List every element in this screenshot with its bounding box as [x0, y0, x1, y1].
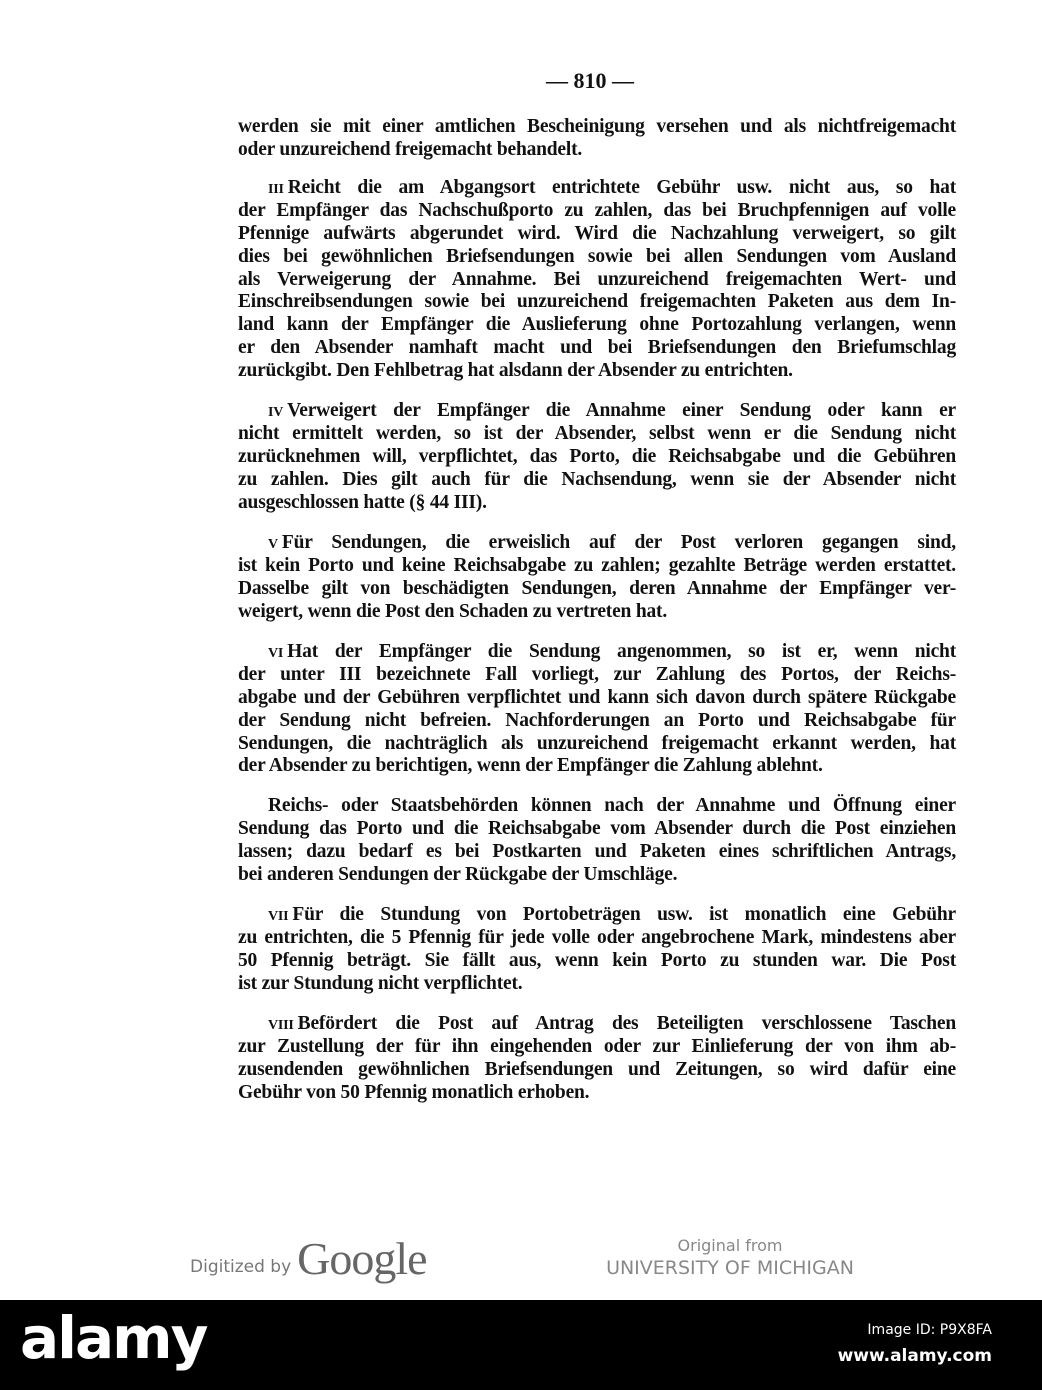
line-text: ausgeschlossen hatte (§ 44 III). — [238, 491, 487, 513]
text-line — [238, 269, 956, 292]
text-line — [238, 795, 956, 818]
google-logo: Google — [297, 1233, 427, 1284]
section-numeral: III — [268, 182, 284, 197]
line-text: als Verweigerung der Annahme. Bei unzureichend freigemachten Wert- und — [238, 268, 956, 290]
section-numeral: IV — [268, 405, 284, 420]
image-id: Image ID: P9X8FA — [867, 1322, 992, 1338]
paragraph — [238, 904, 956, 996]
text-line — [238, 687, 956, 710]
text-line — [238, 492, 956, 515]
line-text: zurückgibt. Den Fehlbetrag hat alsdann der Absender zu entrichten. — [238, 360, 793, 382]
text-line — [238, 360, 956, 383]
text-line — [238, 446, 956, 469]
text-line — [238, 904, 956, 927]
line-text: der Sendung nicht befreien. Nachforderungen an Porto und Reichsabgabe für — [238, 709, 956, 731]
paragraph — [238, 641, 956, 778]
text-line — [238, 664, 956, 687]
text-line — [238, 314, 956, 337]
line-text: Reichs- oder Staatsbehörden können nach der Annahme und Öffnung einer — [268, 795, 956, 816]
line-text: Einschreibsendungen sowie bei unzureichend freigemachten Paketen aus dem In- — [238, 291, 956, 313]
text-line — [238, 1082, 956, 1105]
line-text: lassen; dazu bedarf es bei Postkarten und Paketen eines schriftlichen Antrags, — [238, 840, 956, 862]
line-text: Pfennige aufwärts abgerundet wird. Wird die Nachzahlung verweigert, so gilt — [238, 222, 956, 244]
text-line — [238, 578, 956, 601]
alamy-logo: alamy — [20, 1304, 207, 1372]
text-line — [238, 1036, 956, 1059]
text-line — [238, 177, 956, 200]
text-line — [238, 1013, 956, 1036]
watermark-bar — [0, 1300, 1042, 1390]
text-line — [238, 927, 956, 950]
paragraph — [238, 795, 956, 887]
text-line — [238, 291, 956, 314]
source-credit — [590, 1236, 870, 1280]
line-text: Für Sendungen, die erweislich auf der Post verloren gegangen sind, — [281, 532, 956, 553]
text-line — [238, 733, 956, 756]
digitized-by-label: Digitized by — [190, 1257, 292, 1277]
line-text: dies bei gewöhnlichen Briefsendungen sowie bei allen Sendungen vom Ausland — [238, 245, 956, 267]
text-line — [238, 555, 956, 578]
original-from-label: Original from — [677, 1236, 783, 1255]
section-numeral: VIII — [268, 1018, 294, 1033]
line-text: Gebühr von 50 Pfennig monatlich erhoben. — [238, 1081, 590, 1103]
line-text: 50 Pfennig beträgt. Sie fällt aus, wenn kein Porto zu stunden war. Die Post — [238, 949, 956, 971]
text-line — [238, 973, 956, 996]
page-number: — 810 — — [546, 68, 634, 93]
text-line — [238, 818, 956, 841]
line-text: Verweigert der Empfänger die Annahme einer Sendung oder kann er — [287, 400, 956, 421]
line-text: zurücknehmen will, verpflichtet, das Porto, die Reichsabgabe und die Gebühren — [238, 445, 956, 467]
line-text: Sendungen, die nachträglich als unzureichend freigemacht erkannt werden, hat — [238, 732, 956, 754]
line-text: ist zur Stundung nicht verpflichtet. — [238, 972, 523, 994]
text-line — [238, 601, 956, 624]
text-line — [238, 641, 956, 664]
line-text: zu entrichten, die 5 Pfennig für jede volle oder angebrochene Mark, mindestens aber — [238, 926, 956, 948]
paragraph — [238, 116, 956, 162]
paragraph — [238, 177, 956, 383]
line-text: land kann der Empfänger die Auslieferung ohne Portozahlung verlangen, wenn — [238, 314, 956, 336]
text-line — [238, 755, 956, 778]
line-text: oder unzureichend freigemacht behandelt. — [238, 138, 583, 160]
line-text: werden sie mit einer amtlichen Bescheinigung versehen und als nichtfreigemacht — [238, 116, 956, 137]
line-text: der Absender zu berichtigen, wenn der Empfänger die Zahlung ablehnt. — [238, 755, 823, 777]
text-line — [238, 246, 956, 269]
line-text: er den Absender namhaft macht und bei Briefsendungen den Briefumschlag — [238, 337, 956, 359]
line-text: Sendung das Porto und die Reichsabgabe vom Absender durch die Post einziehen — [238, 817, 956, 839]
paragraph — [238, 532, 956, 624]
line-text: zusendenden gewöhnlichen Briefsendungen und Zeitungen, so wird dafür eine — [238, 1058, 956, 1080]
paragraph — [238, 400, 956, 514]
line-text: Für die Stundung von Portobeträgen usw. ist monatlich eine Gebühr — [292, 904, 956, 925]
section-numeral: VI — [268, 646, 284, 661]
digitized-by-credit — [190, 1232, 427, 1285]
text-line — [238, 710, 956, 733]
text-line — [238, 532, 956, 555]
text-line — [238, 950, 956, 973]
section-numeral: VII — [268, 909, 289, 924]
line-text: Hat der Empfänger die Sendung angenommen, so ist er, wenn nicht — [287, 641, 956, 662]
text-line — [238, 139, 956, 162]
line-text: weigert, wenn die Post den Schaden zu vertreten hat. — [238, 600, 668, 622]
line-text: Befördert die Post auf Antrag des Beteiligten verschlossene Taschen — [297, 1013, 956, 1034]
line-text: bei anderen Sendungen der Rückgabe der Umschläge. — [238, 863, 678, 885]
alamy-url: www.alamy.com — [837, 1346, 992, 1366]
text-line — [238, 1059, 956, 1082]
line-text: Dasselbe gilt von beschädigten Sendungen, deren Annahme der Empfänger ver- — [238, 577, 956, 599]
line-text: Reicht die am Abgangsort entrichtete Gebühr usw. nicht aus, so hat — [287, 177, 956, 198]
text-line — [238, 200, 956, 223]
line-text: nicht ermittelt werden, so ist der Absender, selbst wenn er die Sendung nicht — [238, 422, 956, 444]
text-line — [238, 864, 956, 887]
line-text: der Empfänger das Nachschußporto zu zahlen, das bei Bruchpfennigen auf volle — [238, 199, 956, 221]
text-line — [238, 423, 956, 446]
line-text: ist kein Porto und keine Reichsabgabe zu zahlen; gezahlte Beträge werden erstattet. — [238, 554, 956, 576]
line-text: abgabe und der Gebühren verpflichtet und kann sich davon durch spätere Rückgabe — [238, 686, 956, 708]
text-line — [238, 469, 956, 492]
university-label: UNIVERSITY OF MICHIGAN — [606, 1257, 854, 1279]
text-line — [238, 400, 956, 423]
line-text: zu zahlen. Dies gilt auch für die Nachsendung, wenn sie der Absender nicht — [238, 468, 956, 490]
text-line — [238, 116, 956, 139]
line-text: der unter III bezeichnete Fall vorliegt, zur Zahlung des Portos, der Reichs- — [238, 663, 956, 685]
text-line — [238, 337, 956, 360]
line-text: zur Zustellung der für ihn eingehenden oder zur Einlieferung der von ihm ab- — [238, 1035, 956, 1057]
text-line — [238, 841, 956, 864]
text-line — [238, 223, 956, 246]
section-numeral: V — [268, 537, 278, 552]
paragraph — [238, 1013, 956, 1105]
